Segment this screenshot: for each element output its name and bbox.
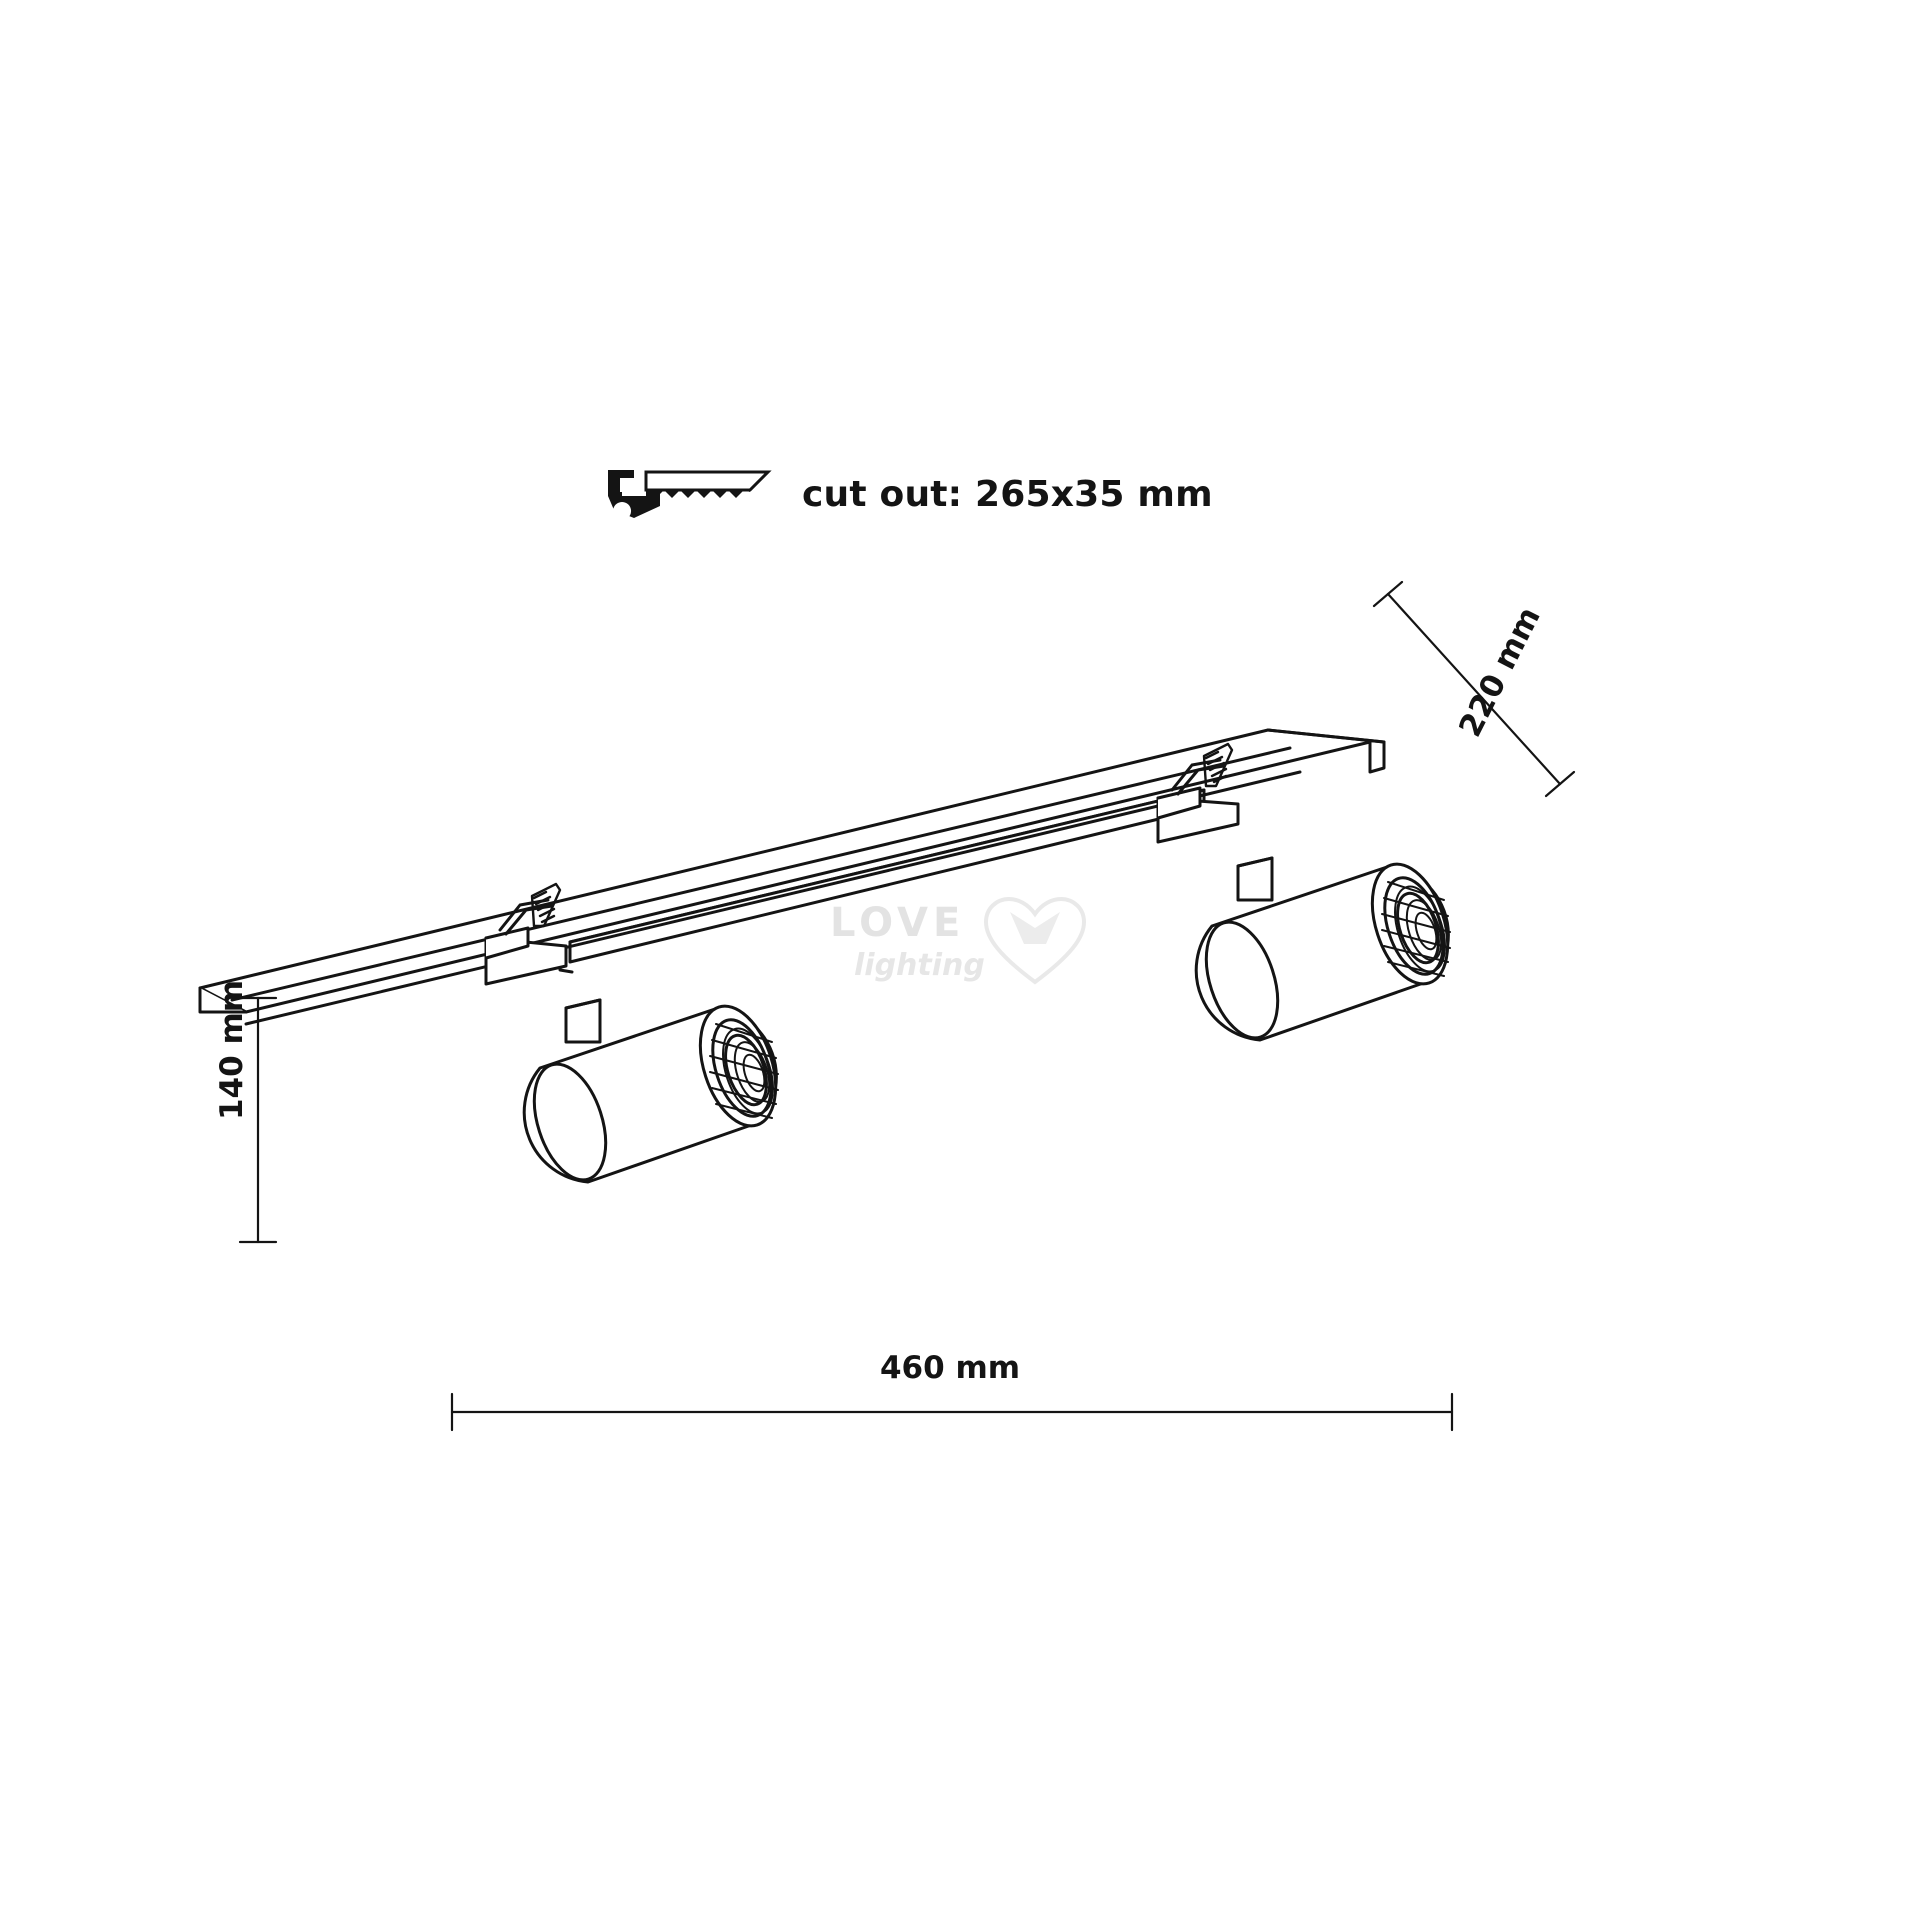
watermark-subtitle: lighting [854,948,985,983]
dimension-label-depth: 220 mm [1452,601,1548,743]
watermark-title: LOVE [830,900,966,946]
dimension-label-height: 140 mm [214,979,250,1121]
cutout-label: cut out: 265x35 mm [802,473,1213,515]
dimension-label-width: 460 mm [879,1350,1021,1386]
